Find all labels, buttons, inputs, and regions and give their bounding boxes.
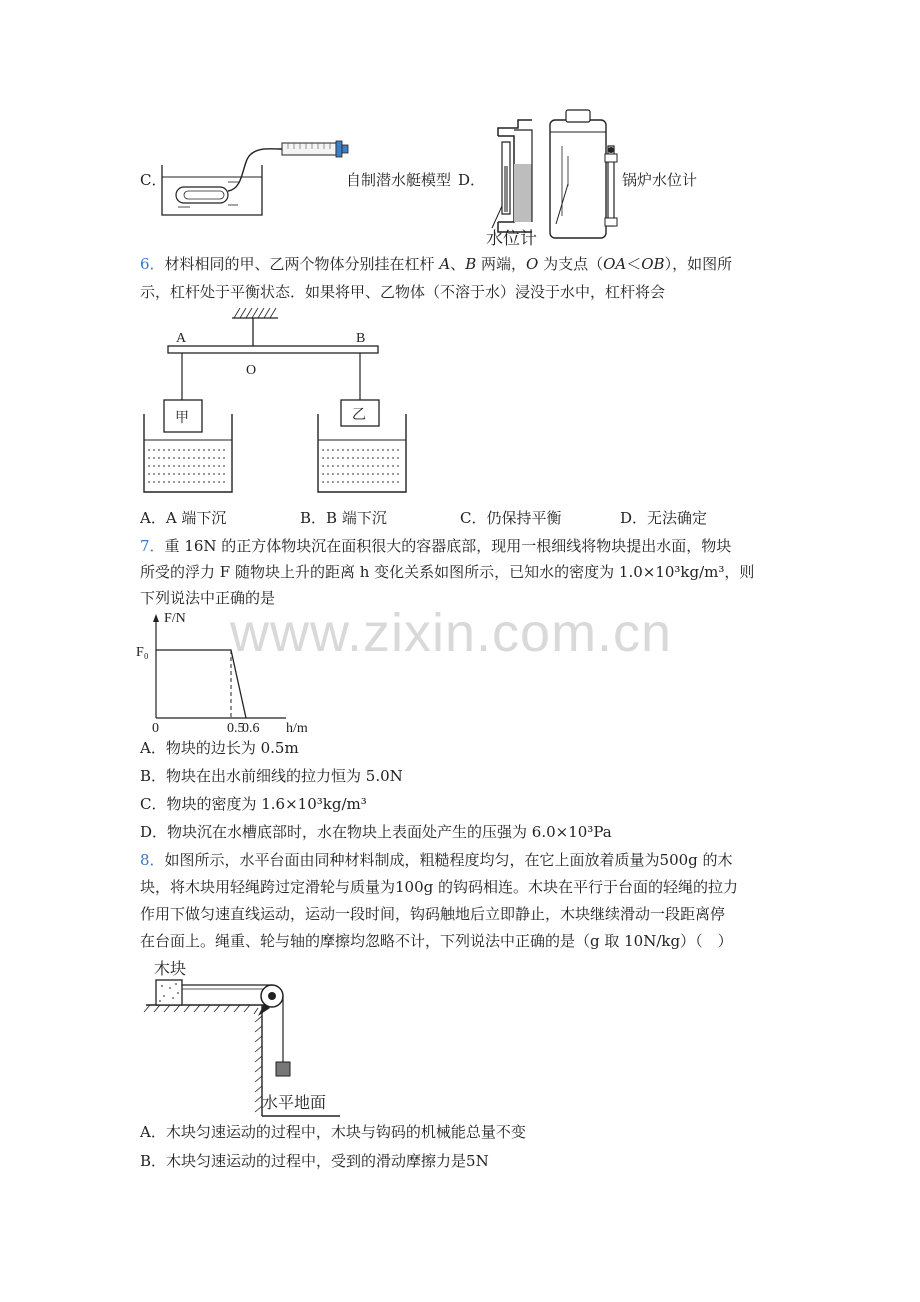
q7-line1 bbox=[140, 536, 731, 556]
chart-x-tick-0-6: 0.6 bbox=[242, 721, 260, 736]
q7-line2: 所受的浮力 F 随物块上升的距离 h 变化关系如图所示，已知水的密度为 1.0×10³kg/m³，则 bbox=[140, 563, 755, 581]
q6-line2: 示，杠杆处于平衡状态．如果将甲、乙物体（不溶于水）浸没于水中，杠杆将会 bbox=[140, 283, 666, 301]
q5-option-d-caption: 锅炉水位计 bbox=[622, 171, 698, 189]
q7-option-c: C．物块的密度为 1.6×10³kg/m³ bbox=[140, 795, 367, 813]
q7-number: 7． bbox=[140, 537, 165, 555]
q6-var-b: B bbox=[465, 255, 477, 273]
chart-x-tick-0-5: 0.5 bbox=[227, 721, 245, 736]
q7-option-d: D．物块沉在水槽底部时，水在物块上表面处产生的压强为 6.0×10³Pa bbox=[140, 823, 612, 841]
q6-text-a: 材料相同的甲、乙两个物体分别挂在杠杆 bbox=[164, 255, 440, 273]
q8-line4: 在台面上。绳重、轮与轴的摩擦均忽略不计，下列说法中正确的是（g 取 10N/kg）（ ） bbox=[140, 932, 733, 950]
buoyancy-chart bbox=[136, 608, 320, 736]
watermark: www.zixin.com.cn bbox=[230, 603, 673, 663]
q7-option-b: B．物块在出水前细线的拉力恒为 5.0N bbox=[140, 767, 403, 785]
chart-y-label: F/N bbox=[164, 611, 186, 626]
q6-option-a: A．A 端下沉 bbox=[140, 509, 227, 527]
q6-number: 6． bbox=[140, 255, 165, 273]
q8-line1 bbox=[140, 850, 733, 870]
water-gauge-label: 水位计 bbox=[486, 229, 537, 248]
pulley-figure bbox=[140, 956, 360, 1116]
q6-text-d: ），如图所 bbox=[664, 255, 733, 273]
q5-option-c-label: C． bbox=[140, 171, 167, 189]
q8-line3: 作用下做匀速直线运动，运动一段时间，钩码触地后立即静止，木块继续滑动一段距离停 bbox=[140, 905, 726, 923]
q7-line3: 下列说法中正确的是 bbox=[140, 589, 276, 607]
q8-line2: 块，将木块用轻绳跨过定滑轮与质量为100g 的钩码相连。木块在平行于台面的轻绳的拉力 bbox=[140, 878, 739, 896]
submarine-model-figure bbox=[158, 135, 358, 220]
q5-option-c-caption: 自制潜水艇模型 bbox=[346, 171, 452, 189]
q6-sep: 、 bbox=[450, 255, 466, 273]
block-right-label: 乙 bbox=[352, 408, 366, 423]
boiler-gauge-figure bbox=[484, 106, 624, 251]
q6-lt: ＜ bbox=[626, 255, 642, 273]
wood-block-label: 木块 bbox=[154, 961, 187, 978]
lever-figure bbox=[140, 306, 390, 502]
q6-var-ob: OB bbox=[641, 255, 665, 273]
q8-option-b: B．木块匀速运动的过程中，受到的滑动摩擦力是5N bbox=[140, 1152, 489, 1170]
lever-label-a: A bbox=[176, 331, 187, 346]
q6-line1 bbox=[140, 254, 732, 274]
q6-option-b: B．B 端下沉 bbox=[300, 509, 387, 527]
q6-var-o: O bbox=[526, 255, 539, 273]
q8-line1-text: 如图所示，水平台面由同种材料制成，粗糙程度均匀，在它上面放着质量为500g 的木 bbox=[164, 851, 733, 869]
q8-option-a: A．木块匀速运动的过程中，木块与钩码的机械能总量不变 bbox=[140, 1123, 526, 1141]
chart-y-arrow bbox=[153, 614, 159, 622]
q6-option-d: D．无法确定 bbox=[620, 509, 708, 527]
chart-x-label: h/m bbox=[286, 721, 308, 736]
q7-option-a: A．物块的边长为 0.5m bbox=[140, 739, 299, 757]
q5-option-d-label: D． bbox=[458, 171, 486, 189]
q8-number: 8． bbox=[140, 851, 165, 869]
q6-text-c: 为支点（ bbox=[538, 255, 604, 273]
q6-text-b: 两端， bbox=[476, 255, 526, 273]
block-left-label: 甲 bbox=[175, 411, 189, 426]
q6-var-a: A bbox=[439, 255, 451, 273]
lever-label-o: O bbox=[246, 363, 257, 378]
chart-x-tick-0: 0 bbox=[152, 721, 159, 736]
chart-series-line bbox=[156, 650, 246, 718]
lever-label-b: B bbox=[356, 331, 366, 346]
chart-y-tick-f0: F₀ bbox=[136, 645, 149, 660]
q7-line1-text: 重 16N 的正方体物块沉在面积很大的容器底部，现用一根细线将物块提出水面，物块 bbox=[164, 537, 732, 555]
ground-label: 水平地面 bbox=[262, 1095, 327, 1112]
q6-var-oa: OA bbox=[603, 255, 627, 273]
q6-option-c: C．仍保持平衡 bbox=[460, 509, 562, 527]
